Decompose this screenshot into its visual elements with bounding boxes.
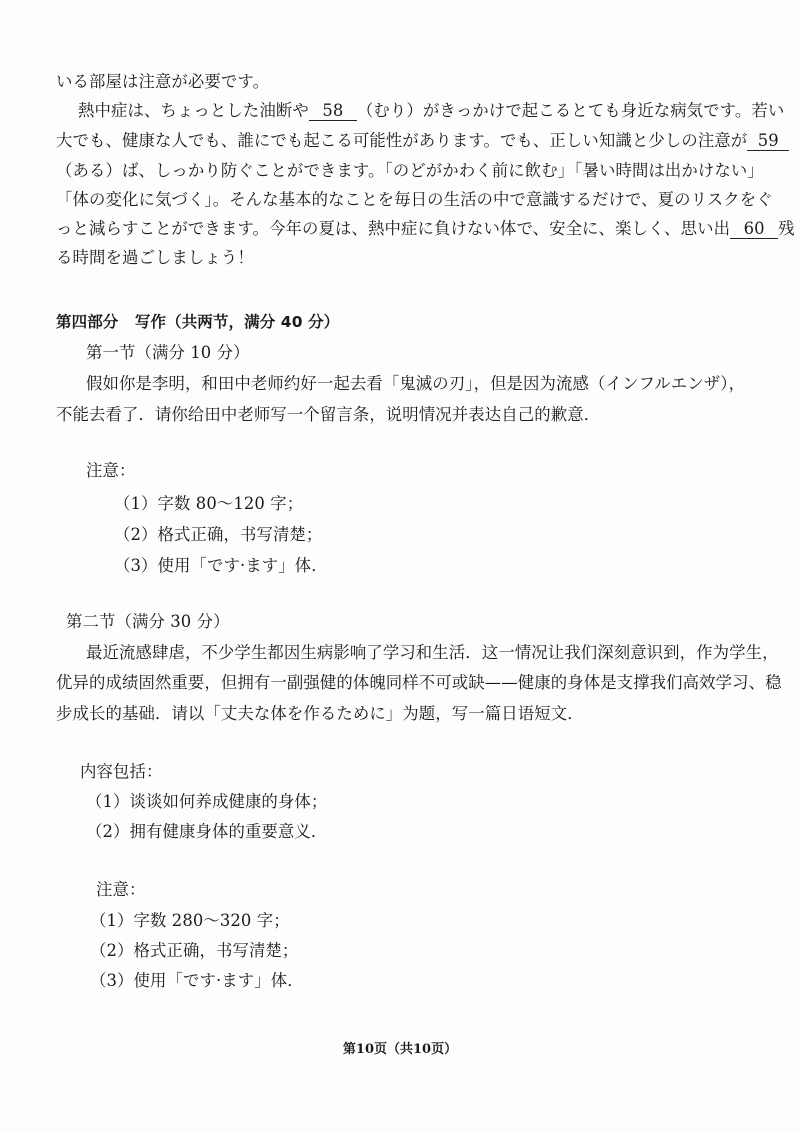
section2-content-1: （1）谈谈如何养成健康的身体； bbox=[86, 792, 328, 811]
section1-prompt-line-2: 不能去看了．请你给田中老师写一个留言条，说明情况并表达自己的歉意． bbox=[56, 405, 601, 424]
part4-heading bbox=[56, 312, 768, 332]
section1-notice-label: 注意： bbox=[86, 461, 136, 480]
section2-content-label: 内容包括： bbox=[80, 762, 163, 781]
passage-line-3 bbox=[56, 131, 779, 151]
section2-title: 第二节（满分 30 分） bbox=[66, 612, 230, 631]
section2-notice-label: 注意： bbox=[96, 880, 146, 899]
passage-text: 熱中症は、ちょっとした油断や bbox=[78, 101, 309, 120]
passage-line-6 bbox=[56, 219, 795, 239]
section2-notice-2: （2）格式正确，书写清楚； bbox=[90, 941, 299, 960]
passage-text: （むり）がきっかけで起こるとても身近な病気です。若い bbox=[356, 101, 785, 120]
passage-line-1: いる部屋は注意が必要です。 bbox=[56, 72, 270, 91]
section2-prompt-line-3: 步成长的基础．请以「丈夫な体を作るために」为题，写一篇日语短文． bbox=[56, 704, 584, 723]
passage-line-5: 「体の変化に気づく」。そんな基本的なことを毎日の生活の中で意識するだけで、夏のリスクをぐ bbox=[56, 190, 773, 209]
section1-notice-1: （1）字数 80～120 字； bbox=[114, 494, 304, 513]
section2-prompt-line-2: 优异的成绩固然重要，但拥有一副强健的体魄同样不可或缺——健康的身体是支撑我们高效学习、稳 bbox=[56, 673, 782, 692]
page-footer: 第10页（共10页） bbox=[342, 1042, 458, 1057]
blank-60: 60 bbox=[730, 220, 778, 239]
blank-59: 59 bbox=[747, 132, 789, 151]
passage-text: 大でも、健康な人でも、誰にでも起こる可能性があります。でも、正しい知識と少しの注意が bbox=[56, 131, 748, 150]
section1-prompt-line-1: 假如你是李明，和田中老师约好一起去看「鬼滅の刃」，但是因为流感（インフルエンザ）， bbox=[86, 374, 746, 393]
section2-notice-1: （1）字数 280～320 字； bbox=[90, 911, 290, 930]
section2-prompt-line-1: 最近流感肆虐，不少学生都因生病影响了学习和生活．这一情况让我们深刻意识到，作为学生， bbox=[86, 643, 779, 662]
section1-notice-3: （3）使用「です·ます」体． bbox=[114, 556, 328, 575]
passage-line-7: る時間を過ごしましょう！ bbox=[56, 248, 254, 267]
passage-text: 残 bbox=[778, 219, 795, 238]
passage-line-4: （ある）ば、しっかり防ぐことができます。「のどがかわく前に飲む」「暑い時間は出かけない」 bbox=[56, 161, 764, 180]
part4-subtitle: 写作（共两节，满分 40 分） bbox=[134, 313, 340, 331]
passage-text: っと減らすことができます。今年の夏は、熱中症に負けない体で、安全に、楽しく、思い出 bbox=[56, 219, 731, 238]
section2-notice-3: （3）使用「です·ます」体． bbox=[90, 971, 304, 990]
section1-notice-2: （2）格式正确，书写清楚； bbox=[114, 525, 323, 544]
section1-title: 第一节（满分 10 分） bbox=[86, 343, 250, 362]
passage-line-2 bbox=[78, 101, 785, 121]
blank-58: 58 bbox=[309, 102, 357, 121]
part4-title: 第四部分 bbox=[56, 313, 119, 331]
section2-content-2: （2）拥有健康身体的重要意义． bbox=[86, 822, 328, 841]
